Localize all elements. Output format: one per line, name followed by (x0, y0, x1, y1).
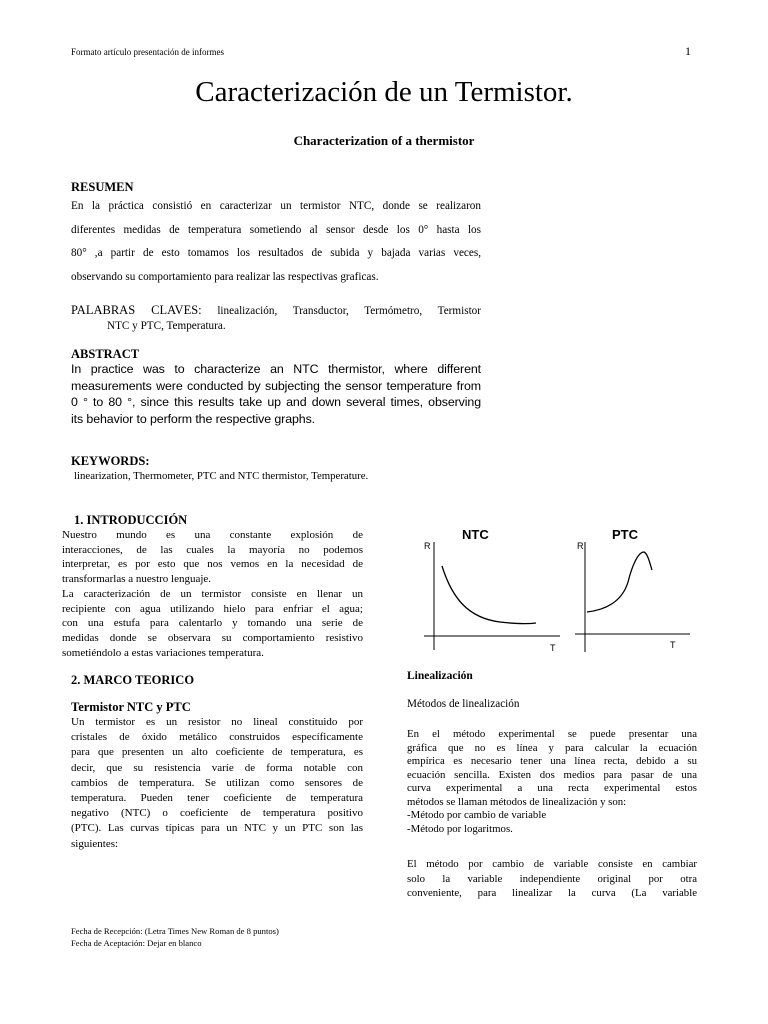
linealizacion-heading: Linealización (407, 670, 473, 682)
page-number: 1 (685, 44, 691, 58)
metodos-heading: Métodos de linealización (407, 698, 520, 710)
intro-line: interpretar, es por esto que nos vemos en la necesidad de (62, 558, 363, 571)
abstract-body (71, 361, 481, 427)
resumen-line: En la práctica consistió en caracterizar un termistor NTC, donde se realizaron (71, 200, 481, 212)
marco-heading: 2. MARCO TEORICO (71, 673, 195, 687)
intro-line: con una estufa para calentarlo y tomando una serie de (62, 617, 363, 630)
intro-heading: 1. INTRODUCCIÓN (74, 513, 188, 527)
ntc-x-axis-label: T (550, 643, 556, 653)
intro-line: medidas donde se observara su comportamiento resistivo (62, 631, 363, 644)
abstract-line: 0 ° to 80 °, since this results take up and down several times, observing (71, 395, 481, 409)
marco-line: temperatura. Pueden tener coeficiente de temperatura (71, 792, 363, 805)
linealizacion-line: curva experimental a una recta experimental estos (407, 782, 697, 794)
ptc-curve (587, 552, 652, 612)
ntc-y-axis-label: R (424, 541, 431, 551)
ptc-x-axis-label: T (670, 640, 676, 650)
resumen-body (71, 195, 481, 289)
paper-subtitle: Characterization of a thermistor (293, 133, 475, 148)
ptc-label: PTC (612, 527, 638, 542)
keywords-heading: KEYWORDS: (71, 454, 150, 468)
metodo-list-item: -Método por cambio de variable (407, 809, 547, 821)
intro-line: La caracterización de un termistor consiste en llenar un (62, 587, 363, 600)
palabras-line2: NTC y PTC, Temperatura. (107, 320, 226, 332)
linealizacion-line: empírica es necesario tener una línea recta, debido a su (407, 755, 697, 767)
linealizacion-line: En el método experimental se puede presentar una (407, 728, 697, 740)
marco-line: Un termistor es un resistor no lineal constituido por (71, 716, 363, 728)
linealizacion-line: gráfica que no es línea y para calcular la ecuación (407, 741, 697, 754)
resumen-line: observando su comportamiento para realizar las respectivas graficas. (71, 270, 379, 283)
ntc-ptc-figure (400, 520, 700, 660)
linealizacion-line: El método por cambio de variable consiste en cambiar (407, 858, 697, 870)
resumen-heading: RESUMEN (71, 180, 134, 194)
intro-body (62, 528, 363, 660)
ptc-y-axis-label: R (577, 541, 584, 551)
ntc-curve (442, 566, 536, 624)
intro-line: interacciones, de las cuales la mayoría no podemos (62, 543, 363, 556)
linealizacion-para2 (407, 857, 697, 901)
palabras-text: linealización, Transductor, Termómetro, Termistor (217, 305, 481, 317)
abstract-heading: ABSTRACT (71, 347, 140, 361)
resumen-line: 80° ,a partir de esto tomamos los resultados de subida y bajada varias veces, (71, 247, 481, 259)
palabras-heading: PALABRAS CLAVES: (71, 303, 202, 317)
linealizacion-para1 (407, 728, 697, 836)
abstract-line: measurements were conducted by subjecting the sensor temperature from (71, 378, 481, 393)
fecha-aceptacion: Fecha de Aceptación: Dejar en blanco (71, 938, 202, 948)
palabras-line1 (71, 303, 481, 318)
abstract-line: its behavior to perform the respective graphs. (71, 411, 316, 426)
marco-body (71, 715, 363, 852)
marco-line: siguientes: (71, 837, 119, 850)
fecha-recepcion: Fecha de Recepción: (Letra Times New Roman de 8 puntos) (71, 926, 279, 936)
linealizacion-line: métodos se llaman métodos de linealización y son: (407, 795, 627, 808)
marco-line: cristales de óxido metálico construidos específicamente (71, 731, 363, 744)
paper-title: Caracterización de un Termistor. (195, 76, 573, 108)
keywords-text: linearization, Thermometer, PTC and NTC thermistor, Temperature. (74, 470, 369, 482)
running-header: Formato artículo presentación de informes (71, 47, 224, 57)
intro-line: recipiente con agua utilizando hielo para enfriar el agua; (62, 602, 363, 615)
marco-line: decir, que su resistencia varíe de forma notable con (71, 761, 363, 774)
linealizacion-line: conveniente, para linealizar la curva (La variable (407, 887, 697, 899)
intro-line: Nuestro mundo es una constante explosión de (62, 529, 363, 541)
marco-line: negativo (NTC) o coeficiente de temperatura positivo (71, 807, 363, 820)
marco-line: cambios de temperatura. Se utilizan como sensores de (71, 776, 363, 789)
marco-line: (PTC). Las curvas típicas para un NTC y un PTC son las (71, 822, 363, 835)
linealizacion-line: ecuación sencilla. Existen dos medios para pasar de una (407, 768, 697, 781)
intro-line: transformarlas a nuestro lenguaje. (62, 573, 212, 586)
linealizacion-line: solo la variable independiente original por otra (407, 872, 697, 885)
metodo-list-item: -Método por logaritmos. (407, 822, 513, 835)
resumen-line: diferentes medidas de temperatura sometiendo al sensor desde los 0° hasta los (71, 223, 481, 236)
intro-line: sometiéndolo a estas variaciones temperatura. (62, 646, 264, 659)
ntc-label: NTC (462, 527, 489, 542)
marco-line: para que presenten un alto coeficiente de temperatura, es (71, 746, 363, 759)
marco-subheading: Termistor NTC y PTC (71, 700, 191, 714)
abstract-line: In practice was to characterize an NTC thermistor, where different (71, 362, 481, 376)
